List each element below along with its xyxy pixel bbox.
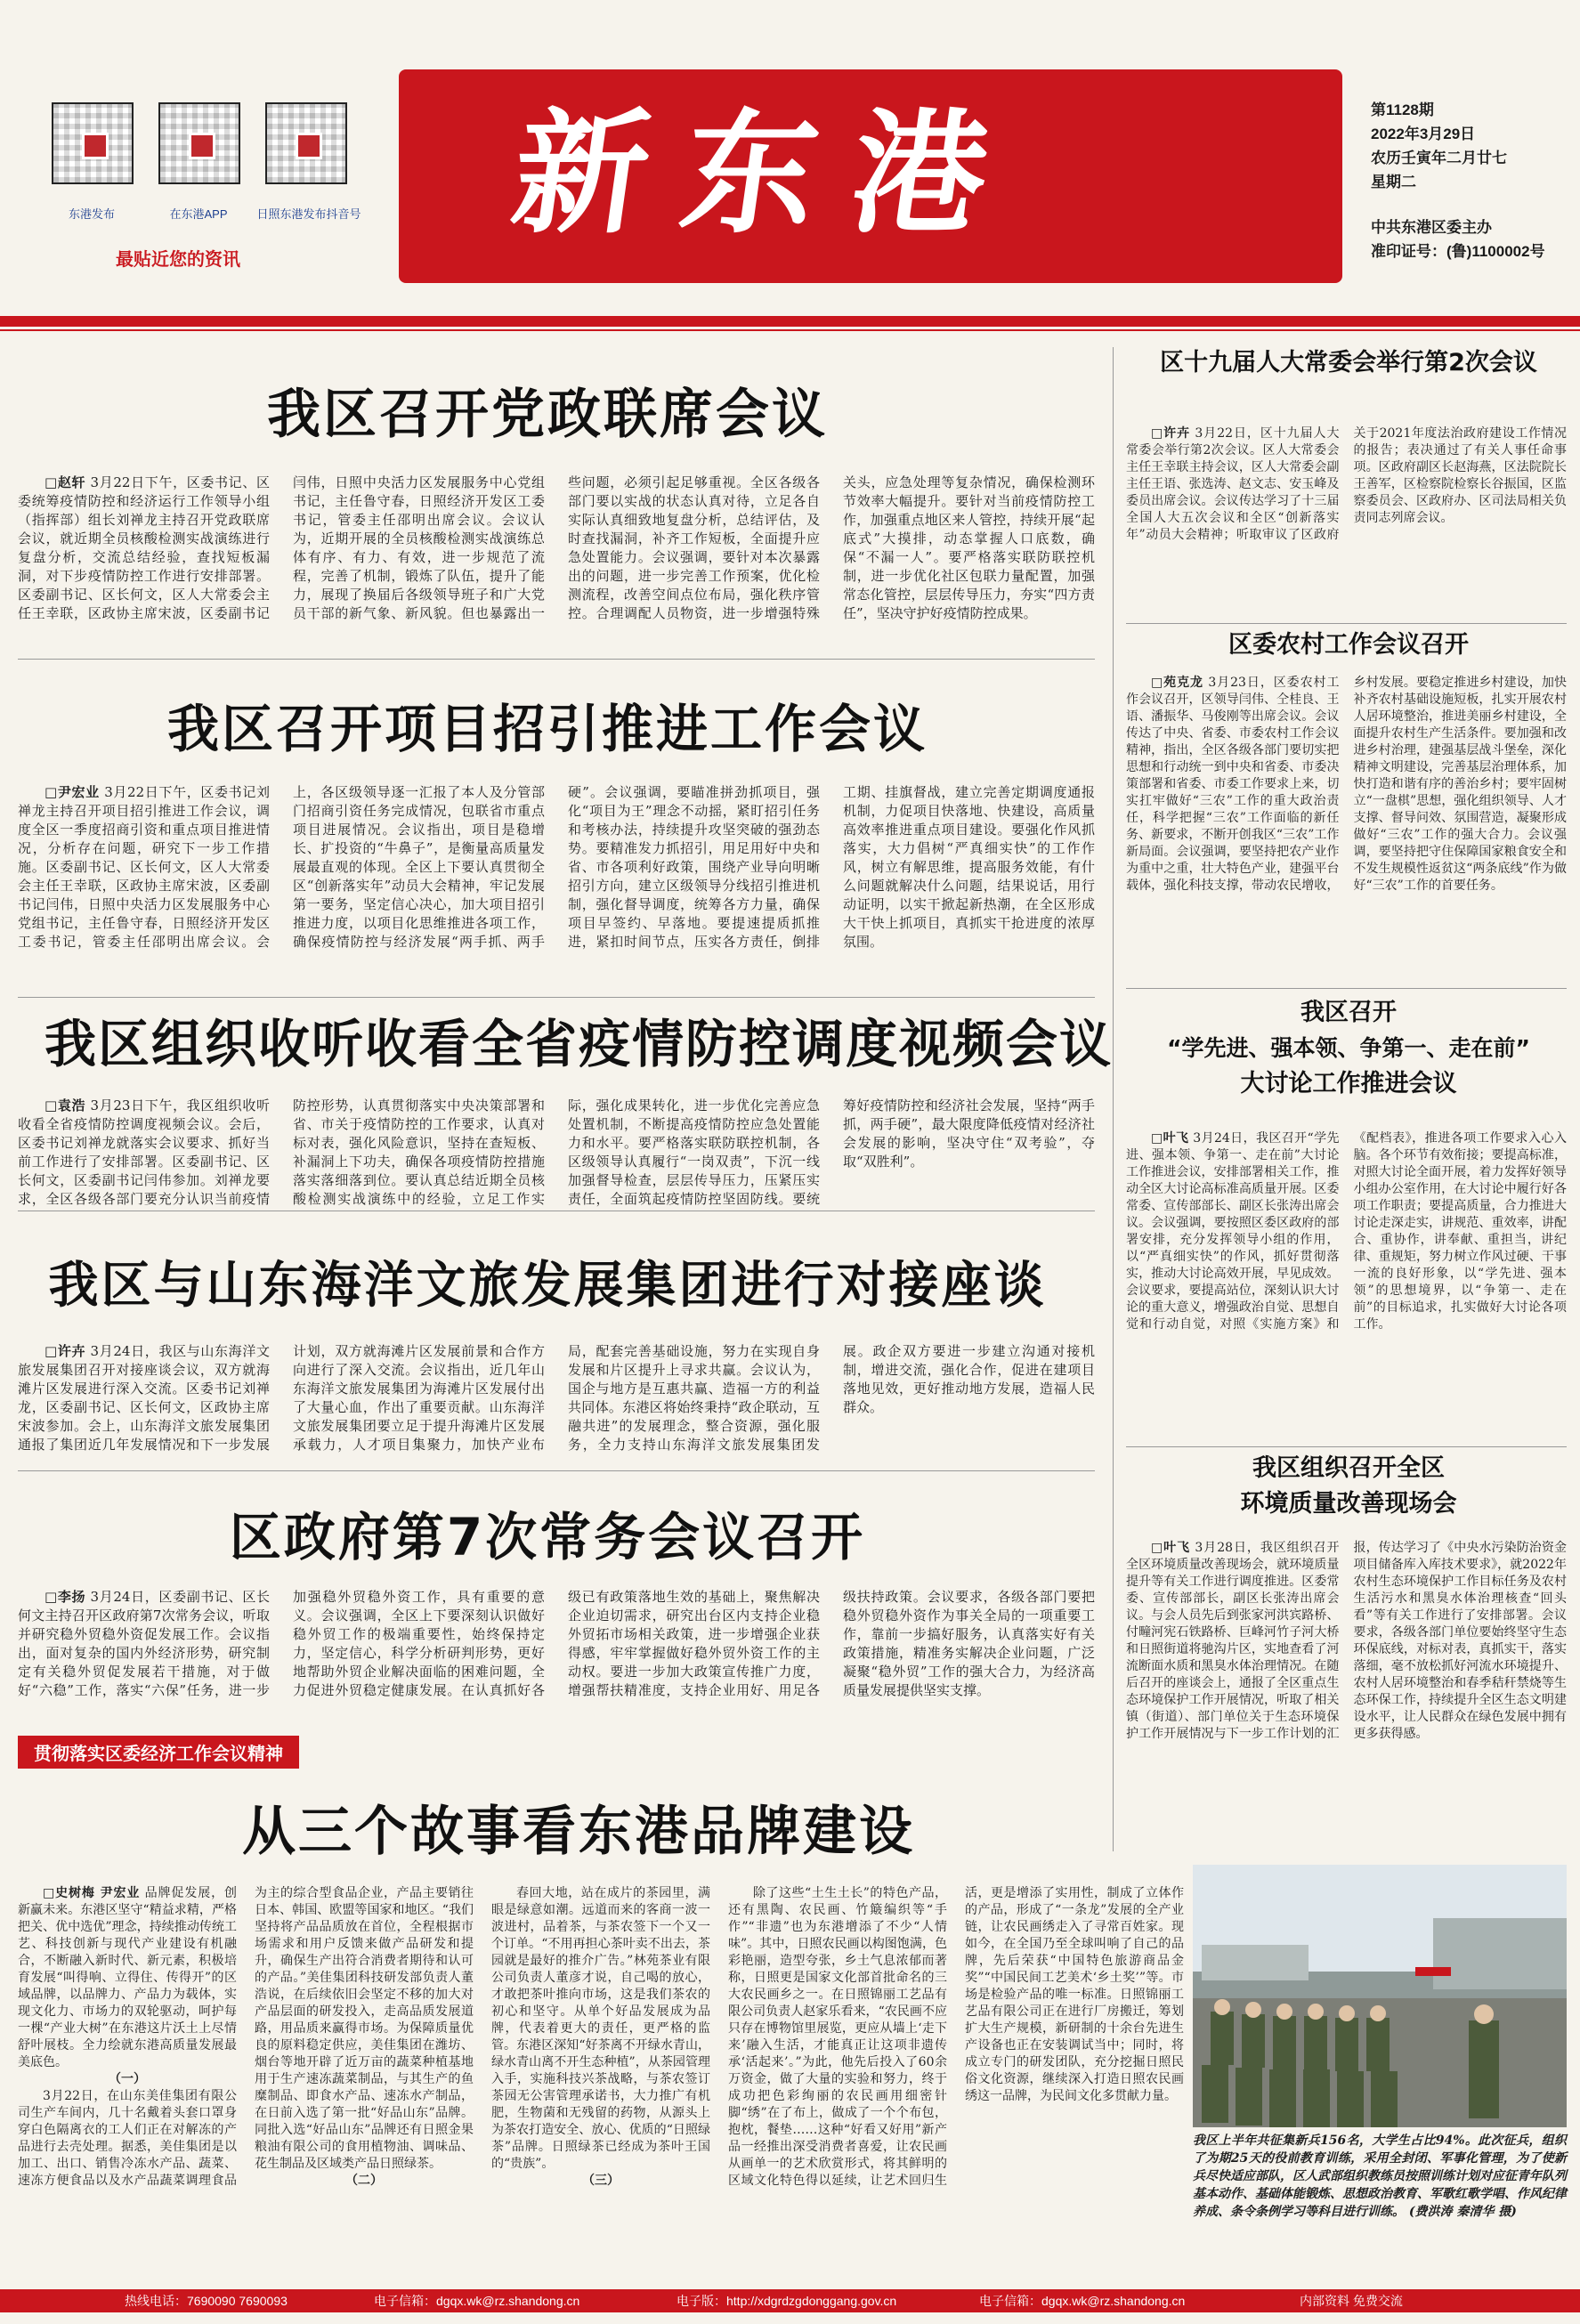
qr-code-icon [265, 102, 347, 184]
article-text: 3月22日，在山东美佳集团有限公司生产车间内，几十名戴着头套口罩身穿白色隔离衣的工人们正在对解冻的产品进行去壳处理。据悉，美佳集团是以加工、出口、销售冷冻水产品、蔬菜、速冻方便食品以及水产品蔬菜调理食品为主的综合型食品企业，产品主要销往日本、韩国、欧盟等国家和地区。“我们坚持将产品品质放在首位，全程根据市场需求和用户反馈来做产品研发和提升，确保生产出符合消费者期待和认可的产品。”美佳集团科技研发部负责人董浩说，在后续依旧会坚定不移的加大对产品层面的研发投入，走高品质发展道路，用品质来赢得市场。为保障质量优良的原料稳定供应，美佳集团在潍坊、烟台等地开辟了近万亩的蔬菜种植基地用于生产速冻蔬菜制品，与其生产的鱼糜制品、即食水产品、速冻水产制品，在日前入选了第一批“好品山东”品牌。同批入选“好品山东”品牌还有日照金果粮油有限公司的食用植物油、调味品、花生制品及区域类产品日照绿茶。 [18, 1886, 474, 2188]
article-npc-meeting [1126, 425, 1567, 637]
qr-code-app[interactable] [158, 102, 240, 184]
qr-code-icon [52, 102, 134, 184]
column-divider [1113, 347, 1114, 1851]
lunar-date: 农历壬寅年二月廿七 [1371, 150, 1507, 166]
qr-code-dongang-fabu[interactable] [52, 102, 134, 184]
headline-project-meeting: 我区召开项目招引推进工作会议 [166, 699, 928, 759]
qr-label: 日照东港发布抖音号 [256, 207, 361, 221]
newspaper-logo: 新东港 [503, 95, 1033, 252]
photo-credit: (费洪涛 秦清华 摄) [1408, 2205, 1517, 2219]
article-text: 除了这些“土生土长”的特色产品，还有黑陶、农民画、竹簸编织等“手作”“非遗”也为东港增添了不少“人情味”。其中，日照农民画以构图饱满，色彩艳丽，造型夸张，乡土气息浓郁而著称，日照更是国家文化部首批命名的三大农民画乡之一。在日照锦丽工艺品有限公司负责人赵家乐看来，“农民画不应只存在博物馆里展览，更应从墙上‘走下来’融入生活，才能真正让这项非遗传承‘活起来’。”为此，他先后投入了60余万资金，做了大量的实验和努力，终于成功把色彩绚丽的农民画用细密针脚“绣”在了布上，做成了一个个布包，抱枕，餐垫……这种“好看又好用”新产品一经推出深受消费者喜爱，让农民画从画单一的艺术欣赏形式，将其鲜明的区域文化特色得以延续，让艺术回归生活，更是增添了实用性，制成了立体作的产品，形成了“一条龙”发展的全产业链，让农民画绣走入了寻常百姓家。现如今，在全国乃至全球叫响了自己的品牌，先后荣获“中国特色旅游商品金奖”“中国民间工艺美术‘乡土奖’”等。市场是检验产品的唯一标准。日照锦丽工艺品有限公司正在进行厂房搬迁，筹划扩大生产规模，新研制的十余台先进生产设备也正在安装调试当中；同时，将成立专门的研发团队，充分挖掘日照民俗文化资源，继续深入打造日照农民画绣这一品牌，为民间文化多贯献力量。 [728, 1886, 1184, 2188]
footer-email[interactable]: 电子信箱：dgqx.wk@rz.shandong.cn [979, 2294, 1186, 2308]
masthead-divider-thin [0, 329, 1580, 331]
headline-brand-building: 从三个故事看东港品牌建设 [242, 1801, 915, 1863]
byline: □袁浩 [45, 1097, 86, 1113]
byline: □尹宏业 [45, 784, 100, 800]
photo-caption [1193, 2132, 1567, 2221]
divider [1126, 988, 1567, 989]
article-text: 3月23日，区委农村工作会议召开，区领导闫伟、仝桂良、王语、潘振华、马俊刚等出席会议。会议传达了中央、省委、市委农村工作会议精神，指出，全区各级各部门要切实把思想和行动统一到中央和省委、市委决策部署和省委、市委工作要求上来，切实扛牢做好“三农”工作的重大政治责任，科学把握“三农”工作面临的新任务、新要求，不断开创我区“三农”工作新局面。会议强调，要坚持把农产业作为重中之重，壮大特色产业，建强平台载体，强化科技支撑，带动农民增收，乡村发展。要稳定推进乡村建设，加快补齐农村基础设施短板，扎实开展农村人居环境整治，推进美丽乡村建设，全面提升农村生产生活条件。要加强和改进乡村治理，建强基层战斗堡垒，深化精神文明建设，完善基层治理体系，加快打造和谐有序的善治乡村；要牢固树立“一盘棋”思想，强化组织领导、人才支撑、督导问效、氛围营造，凝聚形成做好“三农”工作的强大合力。会议强调，要坚持把守住保障国家粮食安全和不发生规模性返贫这“两条底线”作为做好“三农”工作的首要任务。 [1126, 676, 1567, 893]
article-text: 3月24日，我区与山东海洋文旅发展集团召开对接座谈会议，双方就海滩片区发展进行深入交流。区委书记刘禅龙，区委副书记、区长何文，区政协主席宋波参加。会上，山东海洋文旅发展集团通报了集团近几年发展情况和下一步发展计划，双方就海滩片区发展前景和合作方向进行了深入交流。会议指出，近几年山东海洋文旅发展集团为海滩片区发展付出了大量心血，作出了重要贡献。山东海洋文旅发展集团要立足于提升海滩片区发展承载力，人才项目集聚力，加快产业布局，配套完善基础设施，努力在实现自身发展和片区提升上寻求共赢。会议认为，国企与地方是互惠共赢、造福一方的利益共同体。东港区将始终秉持“政企联动，互融共进”的发展理念，整合资源，强化服务，全力支持山东海洋文旅发展集团发展。政企双方要进一步建立沟通对接机制，增进交流，强化合作，促进在建项目落地见效，更好推动地方发展，造福人民群众。 [18, 1343, 1095, 1453]
divider [1126, 1446, 1567, 1447]
headline-text: 区十九届人大常委会举行第2次会议 [1160, 349, 1537, 377]
headline-government-meeting: 区政府第7次常务会议召开 [229, 1507, 866, 1567]
footer-hotline: 热线电话：7690090 7690093 [125, 2294, 288, 2308]
article-rural-meeting [1126, 675, 1567, 970]
slogan: 最贴近您的资讯 [116, 250, 240, 270]
article-party-meeting [18, 474, 1095, 652]
headline-line: 我区组织召开全区 [1252, 1454, 1445, 1482]
section-heading: （三） [582, 2174, 620, 2188]
masthead-banner [399, 69, 1342, 283]
article-environment-meeting [1126, 1540, 1567, 1860]
issue-number: 第1128期 [1371, 101, 1434, 118]
qr-label: 在东港APP [169, 207, 228, 221]
caption-text: 我区上半年共征集新兵156名，大学生占比94%。此次征兵，组织了为期25天的役前教育训练，采用全封闭、军事化管理，为了使新兵尽快适应部队，区人武部组织教练员按照训练计划对应征青年队列基本动作、基础体能锻炼、思想政治教育、军歌红歌学唱、作风纪律养成、条令条例学习等科目进行训练。 [1193, 2134, 1567, 2219]
headline-discussion-meeting [1126, 995, 1571, 1102]
section-heading: （二） [345, 2174, 383, 2188]
article-project-meeting [18, 783, 1095, 993]
masthead-divider [0, 316, 1580, 327]
headline-line: 我区召开 [1300, 999, 1397, 1026]
headline-culture-tourism: 我区与山东海洋文旅发展集团进行对接座谈 [48, 1257, 1047, 1315]
recruits-photo-image [1193, 1865, 1567, 2127]
headline-line: 环境质量改善现场会 [1240, 1490, 1457, 1518]
headline-npc-meeting [1126, 345, 1571, 381]
headline-rural-meeting: 区委农村工作会议召开 [1228, 631, 1469, 659]
article-text: 3月22日下午，区委书记刘禅龙主持召开项目招引推进工作会议，调度全区一季度招商引资和重点项目推进情况，分析存在问题，研究下一步工作措施。区委副书记、区长何文，区人大常委会主任王幸联，区政协主席宋波，区委副书记闫伟，日照中央活力区发展服务中心党组书记，主任鲁守春，日照经济开发区工委书记，管委主任邵明出席会议。会上，各区级领导逐一汇报了本人及分管部门招商引资任务完成情况，包联省市重点项目进展情况。会议指出，项目是稳增长、扩投资的“牛鼻子”，是衡量高质量发展最直观的体现。全区上下要认真贯彻全区“创新落实年”动员大会精神，牢记发展第一要务，坚定信心决心，加大项目招引推进力度，以项目化思维推进各项工作，确保疫情防控与经济发展“两手抓、两手硬”。会议强调，要瞄准拼劲抓项目，强化“项目为王”理念不动摇，紧盯招引任务和考核办法，持续提升攻坚突破的强劲态势。要精准发力抓招引，用足用好中央和省、市各项利好政策，围绕产业导向明晰招引方向，建立区级领导分线招引推进机制，强化督导调度，统筹各方力量，确保项目早签约、早落地。要提速提质抓推进，紧扣时间节点，压实各方责任，倒排工期、挂旗督战，建立完善定期调度通报机制，力促项目快落地、快建设，高质量高效率推进重点项目建设。要强化作风抓落实，大力倡树“严真细实快”的工作作风，树立有解思维，提高服务效能，有什么问题就解决什么问题，结果说话，用行动证明，以实干掀起新热潮，在全区形成大干快上抓项目，真抓实干抢进度的浓厚氛围。 [18, 784, 1095, 950]
byline: □许卉 [45, 1343, 86, 1359]
article-text: 春回大地，站在成片的茶园里，满眼是绿意如潮。远道而来的客商一波一波进村，品着茶，与茶农签下一个又一个订单。“不用再担心茶叶卖不出去，茶园就是最好的推介广告。”林苑茶业有限公司负责人董彦才说，自己喝的放心，才敢把茶叶推向市场，这是我们茶农的初心和坚守。从单个好品发展成为品牌，代表着更大的责任，更严格的监管。东港区深知“好茶离不开绿水青山，绿水青山离不开生态种植”，从茶园管理入手，实施科技兴茶战略，与茶农签订茶园无公害管理承诺书，大力推广有机肥，生物菌和无残留的药物，从源头上为茶农打造安全、放心、优质的“日照绿茶”品牌。日照绿茶已经成为茶叶王国的“贵族”。 [491, 1886, 710, 2171]
headline-environment-meeting [1126, 1451, 1571, 1522]
article-discussion-meeting [1126, 1130, 1567, 1460]
footer-note: 内部资料 免费交流 [1300, 2294, 1403, 2308]
article-brand-building [18, 1885, 1184, 2268]
article-text: 3月24日，区委副书记、区长何文主持召开区政府第7次常务会议，听取并研究稳外贸稳外资促发展工作。会议指出，面对复杂的国内外经济形势，研究制定有关稳外贸促发展若干措施，对于做好“六稳”工作，落实“六保”任务，进一步加强稳外贸稳外资工作，具有重要的意义。会议强调，全区上下要深刻认识做好稳外贸工作的极端重要性，始终保持定力，坚定信心，科学分析研判形势，更好地帮助外贸企业解决面临的困难问题，全力促进外贸稳定健康发展。在认真抓好各级已有政策落地生效的基础上，聚焦解决企业迫切需求，研究出台区内支持企业稳外贸拓市场相关政策，进一步增强企业获得感，牢牢掌握做好稳外贸外资工作的主动权。要进一步加大政策宣传推广力度，增强帮扶精准度，支持企业用好、用足各级扶持政策。会议要求，各级各部门要把稳外贸稳外资作为事关全局的一项重要工作，靠前一步搞好服务，认真落实好有关政策措施，精准务实解决企业问题，广泛凝聚“稳外贸”工作的强大合力，为经济高质量发展提供坚实支撑。 [18, 1589, 1095, 1698]
headline-party-meeting: 我区召开党政联席会议 [267, 384, 828, 446]
footer-bar [0, 2289, 1580, 2312]
divider [18, 659, 1095, 660]
section-tag: 贯彻落实区委经济工作会议精神 [18, 1736, 299, 1769]
byline: □许卉 [1151, 426, 1191, 441]
divider [18, 1470, 1095, 1471]
qr-code-icon [158, 102, 240, 184]
headline-line: “学先进、强本领、争第一、走在前” [1167, 1035, 1530, 1061]
qr-code-douyin[interactable] [265, 102, 347, 184]
footer-website[interactable]: 电子版：http://xdgrdzgdonggang.gov.cn [677, 2294, 897, 2308]
headline-epidemic-meeting: 我区组织收听收看全省疫情防控调度视频会议 [44, 1014, 1113, 1074]
recruits-photo [1193, 1865, 1567, 2127]
issue-date: 2022年3月29日 [1371, 126, 1476, 142]
issue-info [1371, 98, 1545, 263]
headline-line: 大讨论工作推进会议 [1240, 1070, 1457, 1097]
qr-label: 东港发布 [68, 207, 115, 221]
divider [18, 997, 1095, 998]
article-text: 3月22日，区十九届人大常委会举行第2次会议。区人大常委会主任王幸联主持会议，区人大常委会副主任王语、张选涛、赵文志、安玉峰及委员出席会议。会议传达学习了十三届全国人大五次会议和全区“创新落实年”动员大会精神；听取审议了区政府关于2021年度法治政府建设工作情况的报告；表决通过了有关人事任命事项。区政府副区长赵海燕，区法院院长王善军，区检察院检察长谷振国，区监察委员会、区政府办、区司法局相关负责同志列席会议。 [1126, 426, 1567, 542]
byline: □叶飞 [1151, 1131, 1189, 1146]
article-culture-tourism [18, 1342, 1095, 1492]
permit-number: 准印证号：(鲁)1100002号 [1371, 243, 1545, 260]
section-heading: （一） [109, 2072, 146, 2086]
sponsor: 中共东港区委主办 [1371, 219, 1492, 236]
article-text: 3月22日下午，区委书记、区委统筹疫情防控和经济运行工作领导小组（指挥部）组长刘禅龙主持召开党政联席会议，就近期全员核酸检测实战演练进行复盘分析，交流总结经验，查找短板漏洞，对下步疫情防控工作进行安排部署。区委副书记、区长何文，区人大常委会主任王幸联，区政协主席宋波，区委副书记闫伟，日照中央活力区发展服务中心党组书记，主任鲁守春，日照经济开发区工委书记，管委主任邵明出席会议。会议认为，近期开展的全员核酸检测实战演练总体有序、有力、有效，进一步规范了流程，完善了机制，锻炼了队伍，提升了能力，展现了换届后各级领导班子和广大党员干部的新气象、新风貌。但也暴露出一些问题，必须引起足够重视。全区各级各部门要以实战的状态认真对待，立足各自实际认真细致地复盘分析，总结评估，及时查找漏洞，补齐工作短板，全面提升应急处置能力。会议强调，要针对本次暴露出的问题，进一步完善工作预案，优化检测流程，改善空间点位布局，强化秩序管控。合理调配人员物资，进一步增强特殊关头，应急处理等复杂情况，确保检测环节效率大幅提升。要针对当前疫情防控工作，加强重点地区来人管控，持续开展“起底式”大摸排，动态掌握人口底数，确保“不漏一人”。要严格落实联防联控机制，进一步优化社区包联力量配置，加强常态化管控，层层传导压力，夯实“四方责任”，坚决守护好疫情防控成果。 [18, 474, 1095, 621]
byline: □苑克龙 [1151, 676, 1203, 690]
byline: □赵轩 [45, 474, 86, 490]
weekday: 星期二 [1371, 174, 1416, 190]
article-text: 品牌促发展，创新赢未来。东港区坚守“精益求精，严格把关、优中选优”理念，持续推动传统工艺、科技创新与现代产业建设有机融合，不断融入新时代、新元素，积极培育发展“叫得响、立得住、传得开”的区域品牌，以品牌力、产品力为载体，实现文化力、市场力的双轮驱动，呵护每一棵“产业大树”在东港这片沃土上尽情舒叶展枝。全力绘就东港高质量发展最美底色。 [18, 1886, 238, 2069]
byline: □叶飞 [1151, 1541, 1191, 1555]
divider [1126, 623, 1567, 624]
article-text: 3月28日，我区组织召开全区环境质量改善现场会，就环境质量提升等有关工作进行调度推进。区委常委、宣传部部长，副区长张涛出席会议。与会人员先后到张家河洪宾路桥、付疃河宪石铁路桥、巨峰河竹子河大桥和日照街道将驰沟片区，实地查看了河流断面水质和黑臭水体治理情况。在随后召开的座谈会上，通报了全区重点生态环境保护工作开展情况，听取了相关镇（街道）、部门单位关于生态环境保护工作开展情况与下一步工作计划的汇报，传达学习了《中央水污染防治资金项目储备库入库技术要求》，就2022年农村生态环境保护工作目标任务及农村生活污水和黑臭水体治理核查“回头看”等有关工作进行了安排部署。会议要求，各级各部门单位要始终坚守生态环保底线，对标对表，真抓实干，落实落细，毫不放松抓好河流水环境提升、农村人居环境整治和春季秸秆禁烧等生态环保工作，持续提升全区生态文明建设水平，让人民群众在绿色发展中拥有更多获得感。 [1126, 1541, 1567, 1741]
byline: □史树梅 尹宏业 [43, 1886, 141, 1900]
article-government-meeting [18, 1588, 1095, 1727]
article-text: 3月24日，我区召开“学先进、强本领、争第一、走在前”大讨论工作推进会议，安排部署相关工作，推动全区大讨论高标准高质量开展。区委常委、宣传部部长、副区长张涛出席会议。会议强调，要按照区委区政府的部署安排，充分发挥领导小组的作用，以“严真细实快”的作风，抓好贯彻落实，推动大讨论高效开展，早见成效。会议要求，要提高站位，深刻认识大讨论的重大意义，增强政治自觉、思想自觉和行动自觉，对照《实施方案》和《配档表》，推进各项工作要求入心入脑。各个环节有效衔接；要提高标准，对照大讨论全面开展，着力发挥好领导小组办公室作用，在大讨论中履行好各项工作职责；要提高质量，合力推进大讨论走深走实，讲规范、重效率，讲配合、重协作，讲奉献、重担当，讲纪律、重规矩，努力树立作风过硬、干事一流的良好形象，以“学先进、强本领”的思想境界，以“争第一、走在前”的目标追求，扎实做好大讨论各项工作。 [1126, 1131, 1567, 1332]
article-epidemic-meeting [18, 1097, 1095, 1255]
byline: □李扬 [45, 1589, 86, 1605]
footer-email[interactable]: 电子信箱：dgqx.wk@rz.shandong.cn [374, 2294, 580, 2308]
article-text: 3月23日下午，我区组织收听收看全省疫情防控调度视频会议。会后，区委书记刘禅龙就落实会议要求、抓好当前工作进行了安排部署。区委副书记、区长何文，区委副书记闫伟参加。刘禅龙要求，全区各级各部门要充分认识当前疫情防控形势，认真贯彻落实中央决策部署和省、市关于疫情防控的工作要求，认真对标对表，强化风险意识，坚持在查短板、补漏洞上下功夫，确保各项疫情防控措施落实落细落到位。要认真总结近期全员核酸检测实战演练中的经验，立足工作实际，强化成果转化，进一步优化完善应急处置机制，不断提高疫情防控应急处置能力和水平。要严格落实联防联控机制，各区级领导认真履行“一岗双责”，下沉一线加强督导检查，层层传导压力，压紧压实责任，全面筑起疫情防控坚固防线。要统筹好疫情防控和经济社会发展，坚持“两手抓，两手硬”，最大限度降低疫情对经济社会发展的影响，坚决守住“双考验”，夺取“双胜利”。 [18, 1097, 1095, 1207]
